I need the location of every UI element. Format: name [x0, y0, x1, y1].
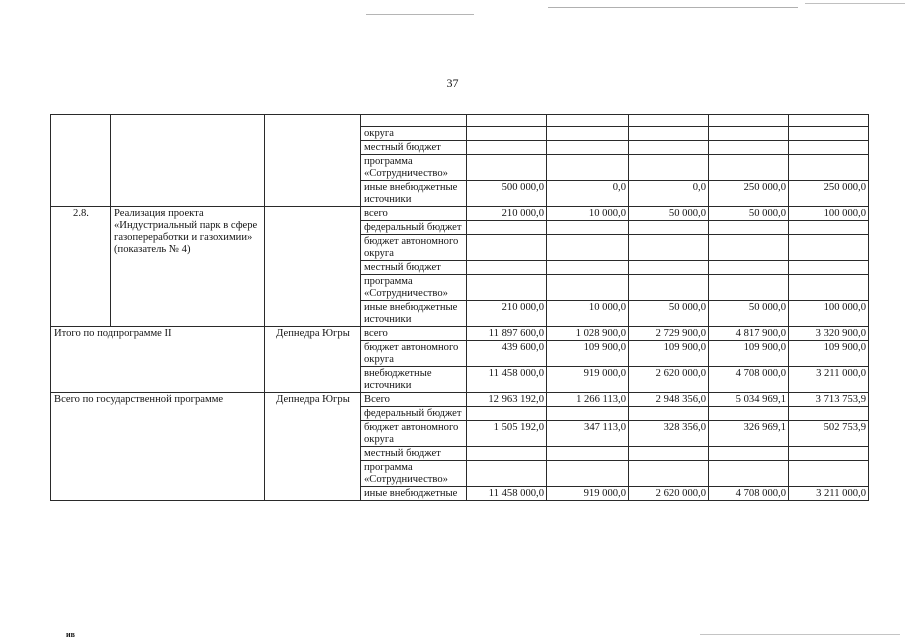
cell-value — [629, 127, 709, 141]
cell-value: 347 113,0 — [547, 421, 629, 447]
cell-value: 11 897 600,0 — [467, 327, 547, 341]
cell-source: иные внебюджетные источники — [361, 181, 467, 207]
cell-value — [709, 407, 789, 421]
cell-source — [361, 115, 467, 127]
cell-value — [467, 261, 547, 275]
cell-value — [467, 155, 547, 181]
cell-value: 919 000,0 — [547, 367, 629, 393]
cell-source: местный бюджет — [361, 447, 467, 461]
cell-value — [709, 221, 789, 235]
project-indicator: (показатель № 4) — [114, 244, 191, 255]
cell-value — [789, 407, 869, 421]
cell-value — [789, 275, 869, 301]
cell-source: бюджет автономного округа — [361, 235, 467, 261]
cell-value: 11 458 000,0 — [467, 367, 547, 393]
cell-value — [709, 261, 789, 275]
cell-value: 3 211 000,0 — [789, 487, 869, 501]
cell-source: внебюджетные источники — [361, 367, 467, 393]
cell-value — [467, 127, 547, 141]
cell-value: 109 900,0 — [709, 341, 789, 367]
cell-value — [709, 275, 789, 301]
cell-value — [629, 461, 709, 487]
cell-executor — [265, 115, 361, 207]
table-row — [51, 207, 869, 221]
cell-value: 12 963 192,0 — [467, 393, 547, 407]
cell-source: округа — [361, 127, 467, 141]
cell-value — [789, 261, 869, 275]
cell-value — [789, 461, 869, 487]
scan-artifact-line — [700, 634, 900, 635]
cell-value: 1 266 113,0 — [547, 393, 629, 407]
cell-value — [467, 141, 547, 155]
cell-value: 210 000,0 — [467, 301, 547, 327]
table-row — [51, 327, 869, 341]
cell-value — [789, 127, 869, 141]
cell-value — [547, 461, 629, 487]
project-name: Реализация проекта «Индустриальный парк в сфере газопереработки и газохимии» — [114, 208, 258, 243]
cell-value: 250 000,0 — [789, 181, 869, 207]
cell-value: 3 713 753,9 — [789, 393, 869, 407]
cell-value — [629, 275, 709, 301]
cell-value — [629, 141, 709, 155]
cell-value — [629, 221, 709, 235]
cell-value: 326 969,1 — [709, 421, 789, 447]
cell-value — [467, 115, 547, 127]
table-row — [51, 115, 869, 127]
scan-artifact-line — [548, 7, 798, 8]
cell-value — [709, 155, 789, 181]
cell-value: 2 948 356,0 — [629, 393, 709, 407]
cell-value: 100 000,0 — [789, 301, 869, 327]
cell-value: 10 000,0 — [547, 301, 629, 327]
cell-value: 50 000,0 — [709, 207, 789, 221]
cell-source: бюджет автономного округа — [361, 421, 467, 447]
cell-value — [789, 447, 869, 461]
cell-value: 3 211 000,0 — [789, 367, 869, 393]
cell-value: 50 000,0 — [709, 301, 789, 327]
cell-source: программа «Сотрудничество» — [361, 461, 467, 487]
scan-artifact-line — [805, 3, 905, 4]
cell-source: иные внебюджетные источники — [361, 301, 467, 327]
cell-value: 210 000,0 — [467, 207, 547, 221]
cell-value: 500 000,0 — [467, 181, 547, 207]
cell-value — [629, 115, 709, 127]
cell-value — [709, 127, 789, 141]
footer-mark: ив — [66, 630, 75, 639]
program-total-label: Всего по государственной программе — [51, 393, 265, 501]
scan-artifact-line — [366, 14, 474, 15]
cell-value — [547, 275, 629, 301]
cell-value — [709, 447, 789, 461]
cell-source: местный бюджет — [361, 141, 467, 155]
cell-value — [547, 155, 629, 181]
cell-value — [629, 407, 709, 421]
table-row — [51, 393, 869, 407]
cell-value — [789, 221, 869, 235]
cell-value — [547, 447, 629, 461]
project-executor — [265, 207, 361, 327]
budget-table — [50, 114, 869, 501]
cell-source: программа «Сотрудничество» — [361, 275, 467, 301]
cell-value — [467, 461, 547, 487]
cell-source: Всего — [361, 393, 467, 407]
page-number: 37 — [446, 76, 459, 90]
cell-value: 4 817 900,0 — [709, 327, 789, 341]
cell-value — [629, 261, 709, 275]
cell-value — [547, 235, 629, 261]
cell-value: 100 000,0 — [789, 207, 869, 221]
project-number: 2.8. — [51, 207, 111, 327]
cell-value — [467, 235, 547, 261]
cell-source: всего — [361, 207, 467, 221]
cell-value: 919 000,0 — [547, 487, 629, 501]
cell-value — [629, 155, 709, 181]
cell-source: бюджет автономного округа — [361, 341, 467, 367]
cell-value — [547, 127, 629, 141]
cell-value — [547, 407, 629, 421]
cell-source: федеральный бюджет — [361, 407, 467, 421]
cell-source: федеральный бюджет — [361, 221, 467, 235]
cell-value — [789, 115, 869, 127]
cell-value — [789, 141, 869, 155]
cell-value: 5 034 969,1 — [709, 393, 789, 407]
cell-value — [709, 141, 789, 155]
cell-value — [547, 141, 629, 155]
subprogram-executor: Депнедра Югры — [265, 327, 361, 393]
cell-value — [467, 447, 547, 461]
cell-value: 4 708 000,0 — [709, 367, 789, 393]
cell-value — [467, 407, 547, 421]
cell-source: всего — [361, 327, 467, 341]
cell-value: 50 000,0 — [629, 301, 709, 327]
cell-value — [467, 275, 547, 301]
project-name-cell — [111, 207, 265, 327]
cell-value — [789, 235, 869, 261]
cell-value: 0,0 — [547, 181, 629, 207]
cell-value — [547, 115, 629, 127]
cell-value: 109 900,0 — [547, 341, 629, 367]
cell-value — [789, 155, 869, 181]
cell-value — [709, 115, 789, 127]
cell-value — [629, 447, 709, 461]
cell-source: программа «Сотрудничество» — [361, 155, 467, 181]
cell-value: 10 000,0 — [547, 207, 629, 221]
subprogram-total-label: Итого по подпрограмме II — [51, 327, 265, 393]
cell-value — [547, 221, 629, 235]
cell-value — [709, 461, 789, 487]
cell-value — [467, 221, 547, 235]
cell-value: 502 753,9 — [789, 421, 869, 447]
cell-value: 2 620 000,0 — [629, 367, 709, 393]
cell-value — [629, 235, 709, 261]
cell-number — [51, 115, 111, 207]
cell-value: 109 900,0 — [629, 341, 709, 367]
cell-source: иные внебюджетные — [361, 487, 467, 501]
cell-measure-name — [111, 115, 265, 207]
cell-value: 3 320 900,0 — [789, 327, 869, 341]
cell-value: 2 620 000,0 — [629, 487, 709, 501]
cell-value: 0,0 — [629, 181, 709, 207]
cell-value: 328 356,0 — [629, 421, 709, 447]
cell-value — [547, 261, 629, 275]
cell-value: 109 900,0 — [789, 341, 869, 367]
cell-value: 250 000,0 — [709, 181, 789, 207]
cell-value: 439 600,0 — [467, 341, 547, 367]
cell-value: 1 505 192,0 — [467, 421, 547, 447]
cell-value: 2 729 900,0 — [629, 327, 709, 341]
cell-value: 50 000,0 — [629, 207, 709, 221]
cell-value — [709, 235, 789, 261]
cell-value: 4 708 000,0 — [709, 487, 789, 501]
cell-source: местный бюджет — [361, 261, 467, 275]
program-executor: Депнедра Югры — [265, 393, 361, 501]
cell-value: 11 458 000,0 — [467, 487, 547, 501]
cell-value: 1 028 900,0 — [547, 327, 629, 341]
